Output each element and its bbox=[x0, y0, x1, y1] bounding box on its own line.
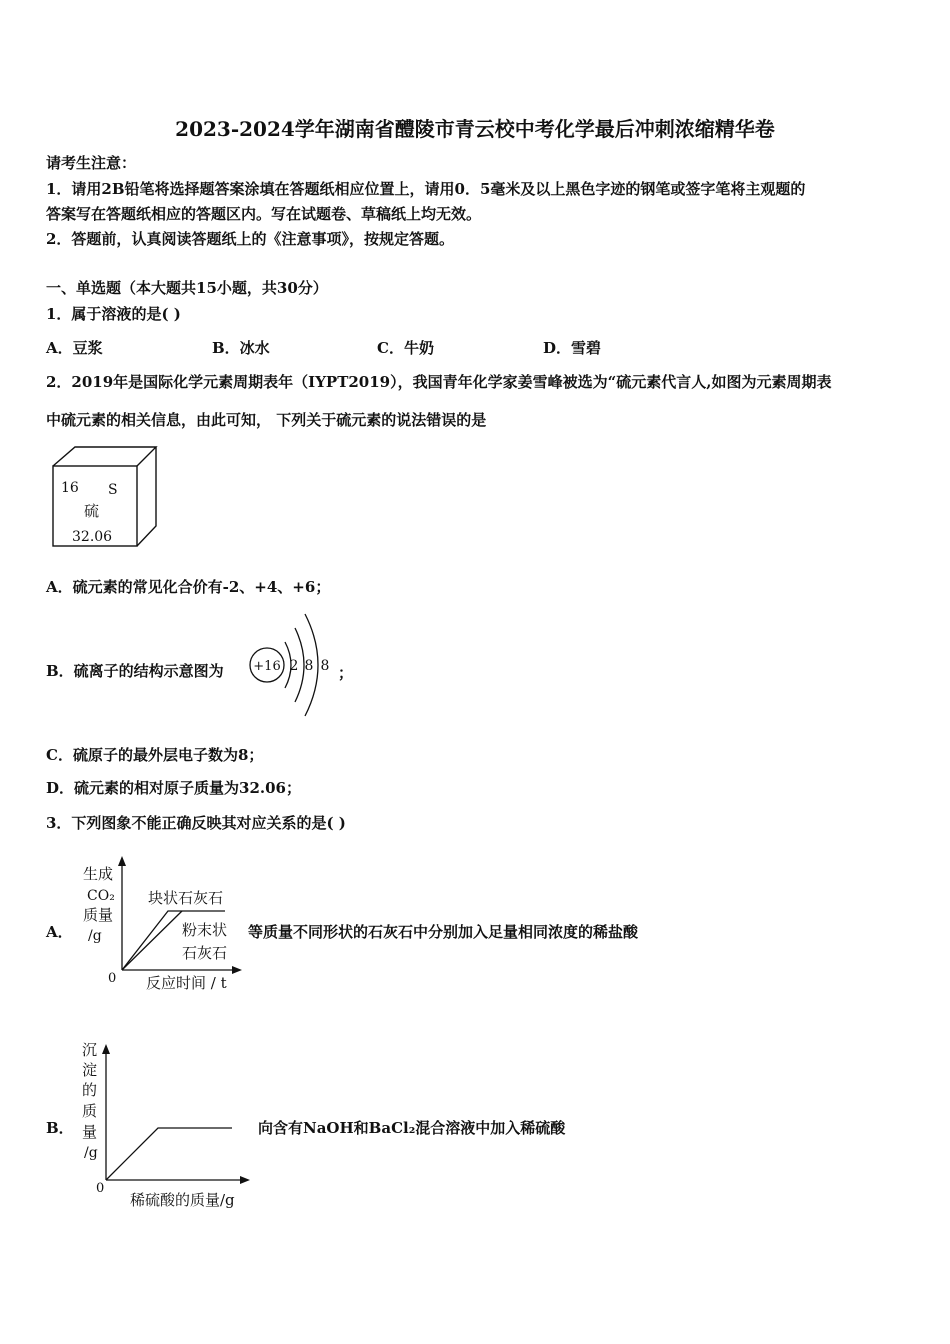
q1-option-a: A．豆浆 bbox=[46, 339, 103, 357]
y-label-char-4: 质 bbox=[82, 1102, 98, 1120]
shell-2-electrons: 8 bbox=[304, 658, 314, 674]
precipitate-curve bbox=[106, 1128, 232, 1180]
curve-2-label-line-1: 粉末状 bbox=[182, 921, 228, 939]
curve-1-label: 块状石灰石 bbox=[148, 889, 224, 907]
page-title: 2023-2024学年湖南省醴陵市青云校中考化学最后冲刺浓缩精华卷 bbox=[175, 117, 775, 141]
atomic-number: 16 bbox=[61, 480, 79, 496]
q3-graph-b bbox=[74, 1036, 254, 1214]
q3-option-b-desc: 向含有NaOH和BaCl₂混合溶液中加入稀硫酸 bbox=[258, 1119, 566, 1137]
y-label-line-4: /g bbox=[88, 928, 102, 944]
sulfur-ion-diagram bbox=[245, 610, 335, 720]
notice-heading: 请考生注意： bbox=[46, 154, 137, 172]
q2-stem-line-1: 2．2019年是国际化学元素周期表年（IYPT2019），我国青年化学家姜雪峰被选为“硫元素代言人,如图为元素周期表 bbox=[46, 373, 832, 391]
section-heading: 一、单选题（本大题共15小题，共30分） bbox=[46, 279, 328, 297]
q1-option-c: C．牛奶 bbox=[377, 339, 434, 357]
shell-1-electrons: 2 bbox=[289, 658, 299, 674]
y-label-char-3: 的 bbox=[82, 1081, 98, 1099]
sulfur-element-cell bbox=[48, 444, 160, 550]
q3-option-a-desc: 等质量不同形状的石灰石中分别加入足量相同浓度的稀盐酸 bbox=[248, 923, 639, 941]
x-axis-arrow bbox=[232, 966, 242, 974]
q1-option-d: D．雪碧 bbox=[543, 339, 602, 357]
notice-line-2: 答案写在答题纸相应的答题区内。写在试题卷、草稿纸上均无效。 bbox=[46, 205, 482, 223]
q3-stem: 3．下列图象不能正确反映其对应关系的是( ) bbox=[46, 814, 346, 832]
y-label-line-3: 质量 bbox=[83, 906, 114, 924]
x-axis-label: 反应时间 / t bbox=[146, 974, 227, 992]
notice-line-1: 1．请用2B铅笔将选择题答案涂填在答题纸相应位置上，请用0．5毫米及以上黑色字迹的钢笔或签字笔将主观题的 bbox=[46, 180, 806, 198]
curve-powder-limestone bbox=[122, 911, 182, 970]
q2-option-d: D．硫元素的相对原子质量为32.06； bbox=[46, 779, 301, 797]
atomic-mass: 32.06 bbox=[72, 529, 113, 545]
y-label-line-2: CO₂ bbox=[87, 888, 115, 904]
y-label-char-6: /g bbox=[84, 1145, 98, 1161]
y-label-char-1: 沉 bbox=[82, 1041, 98, 1059]
element-name: 硫 bbox=[84, 502, 100, 520]
q1-option-b: B．冰水 bbox=[212, 339, 270, 357]
origin-label: 0 bbox=[96, 1181, 105, 1196]
y-axis-arrow bbox=[102, 1044, 110, 1054]
shell-3-electrons: 8 bbox=[320, 658, 330, 674]
q1-stem: 1．属于溶液的是( ) bbox=[46, 305, 181, 323]
q2-option-c: C．硫原子的最外层电子数为8； bbox=[46, 746, 264, 764]
y-label-char-2: 淀 bbox=[82, 1061, 98, 1079]
q2-option-b: B．硫离子的结构示意图为 bbox=[46, 662, 224, 680]
y-axis-arrow bbox=[118, 856, 126, 866]
element-symbol: S bbox=[108, 482, 118, 498]
q2-option-b-suffix: ； bbox=[338, 664, 354, 682]
q3-graph-a bbox=[70, 848, 250, 998]
y-label-char-5: 量 bbox=[82, 1123, 98, 1141]
x-axis-label: 稀硫酸的质量/g bbox=[130, 1191, 235, 1209]
q2-stem-line-2: 中硫元素的相关信息，由此可知， 下列关于硫元素的说法错误的是 bbox=[46, 411, 487, 429]
q3-option-a-label: A． bbox=[46, 923, 73, 941]
nucleus-charge: +16 bbox=[253, 659, 281, 674]
notice-line-3: 2．答题前，认真阅读答题纸上的《注意事项》，按规定答题。 bbox=[46, 230, 454, 248]
curve-2-label-line-2: 石灰石 bbox=[182, 944, 228, 962]
origin-label: 0 bbox=[108, 971, 117, 986]
q3-option-b-label: B． bbox=[46, 1119, 74, 1137]
q2-option-a: A．硫元素的常见化合价有-2、+4、+6； bbox=[46, 578, 331, 596]
y-label-line-1: 生成 bbox=[83, 865, 114, 883]
x-axis-arrow bbox=[240, 1176, 250, 1184]
